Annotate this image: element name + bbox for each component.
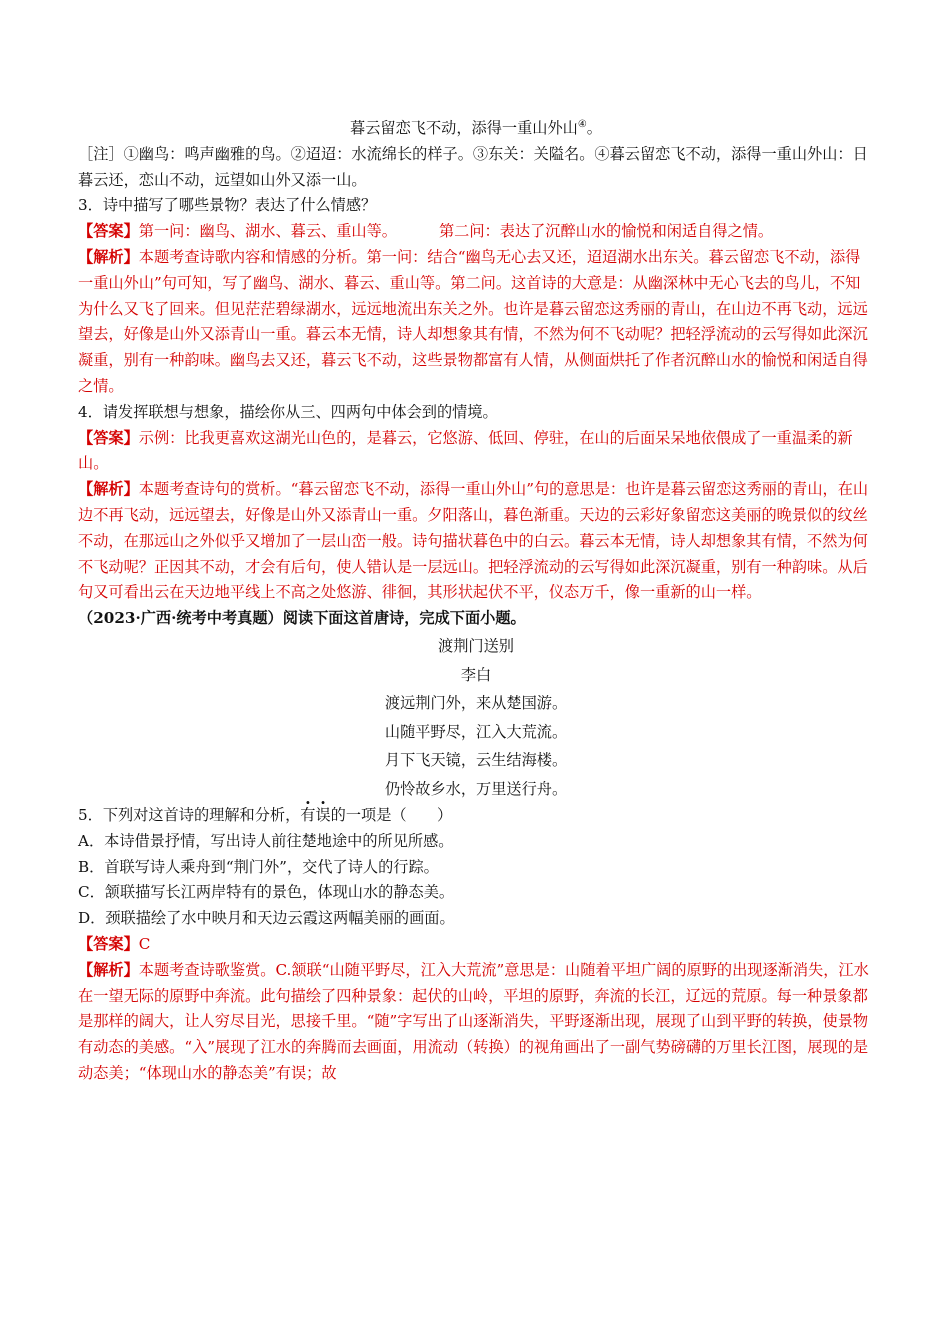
poem1-last-line: 暮云留恋飞不动，添得一重山外山④。 <box>350 119 602 138</box>
poem2-line: 山随平野尽，江入大荒流。 <box>384 722 568 741</box>
answer-3: 【答案】第一问：幽鸟、湖水、暮云、重山等。 第二问：表达了沉醉山水的愉悦和闲适自得之情。 <box>78 222 774 241</box>
poem2-line: 渡远荆门外，来从楚国游。 <box>384 694 568 712</box>
answer-4: 【答案】示例：比我更喜欢这湖光山色的，是暮云，它悠游、低回、停驻，在山的后面呆呆地依偎成了一重温柔的新山。 <box>78 428 853 473</box>
question-3: 3．诗中描写了哪些景物？表达了什么情感？ <box>78 196 377 215</box>
poem2-author: 李白 <box>460 665 492 684</box>
question-5: 5．下列对这首诗的理解和分析，有误的一项是（ ） <box>78 803 874 829</box>
poem1-note: ［注］①幽鸟：鸣声幽雅的鸟。②迢迢：水流绵长的样子。③东关：关隘名。④暮云留恋飞不动，添得一重山外山：日暮云还，恋山不动，远望如山外又添一山。 <box>78 144 868 189</box>
option-b: B．首联写诗人乘舟到“荆门外”，交代了诗人的行踪。 <box>78 857 439 876</box>
poem2-line: 月下飞天镜，云生结海楼。 <box>384 751 568 769</box>
document-page <box>78 112 874 1087</box>
section2-intro: （2023·广西·统考中考真题）阅读下面这首唐诗，完成下面小题。 <box>78 609 526 628</box>
answer-5: 【答案】C <box>78 934 151 953</box>
analysis-4: 【解析】本题考查诗句的赏析。“暮云留恋飞不动，添得一重山外山”句的意思是：也许是暮云留恋这秀丽的青山，在山边不再飞动，远远望去，好像是山外又添青山一重。夕阳落山，暮色渐重。天边的云彩好象留恋这美丽的晚景似的纹丝不动，在那远山之外似乎又增加了一层山峦一般。诗句描状暮色中的白云。暮云本无情，诗人却想象其有情，不然为何不飞动呢？正因其不动，才会有后句，使人错认是一层远山。把轻浮流动的云写得如此深沉凝重，别有一种韵味。从后句又可看出云在天边地平线上不高之处悠游、徘徊，其形状起伏不平，仪态万千，像一重新的山一样。 <box>78 480 869 602</box>
question-4: 4．请发挥联想与想象，描绘你从三、四两句中体会到的情境。 <box>78 402 498 421</box>
analysis-5: 【解析】本题考查诗歌鉴赏。C.颔联“山随平野尽，江入大荒流”意思是：山随着平坦广阔的原野的出现逐渐消失，江水在一望无际的原野中奔流。此句描绘了四种景象：起伏的山岭，平坦的原野，奔流的长江，辽远的荒原。每一种景象都是那样的阔大，让人穷尽目光，思接千里。“随”字写出了山逐渐消失，平野逐渐出现，展现了山到平野的转换，使景物有动态的美感。“入”展现了江水的奔腾而去画面，用流动（转换）的视角画出了一副气势磅礴的万里长江图，展现的是动态美；“体现山水的静态美”有误；故 <box>78 960 869 1082</box>
option-c: C．颔联描写长江两岸特有的景色，体现山水的静态美。 <box>78 883 455 902</box>
emphasis-char: 有 <box>300 806 316 824</box>
poem2-title: 渡荆门送别 <box>438 637 514 655</box>
emphasis-char: 误 <box>315 806 331 824</box>
option-d: D．颈联描绘了水中映月和天边云霞这两幅美丽的画面。 <box>78 909 455 928</box>
poem2-line: 仍怜故乡水，万里送行舟。 <box>384 779 568 798</box>
option-a: A．本诗借景抒情，写出诗人前往楚地途中的所见所感。 <box>78 831 454 850</box>
analysis-3: 【解析】本题考查诗歌内容和情感的分析。第一问：结合“幽鸟无心去又还，迢迢湖水出东关。暮云留恋飞不动，添得一重山外山”句可知，写了幽鸟、湖水、暮云、重山等。第二问。这首诗的大意是：从幽深林中无心飞去的鸟儿，不知为什么又飞了回来。但见茫茫碧绿湖水，远远地流出东关之外。也许是暮云留恋这秀丽的青山，在山边不再飞动，远远望去，好像是山外又添青山一重。暮云本无情，诗人却想象其有情，不然为何不飞动呢？把轻浮流动的云写得如此深沉凝重，别有一种韵味。幽鸟去又还，暮云飞不动，这些景物都富有人情，从侧面烘托了作者沉醉山水的愉悦和闲适自得之情。 <box>78 248 868 396</box>
